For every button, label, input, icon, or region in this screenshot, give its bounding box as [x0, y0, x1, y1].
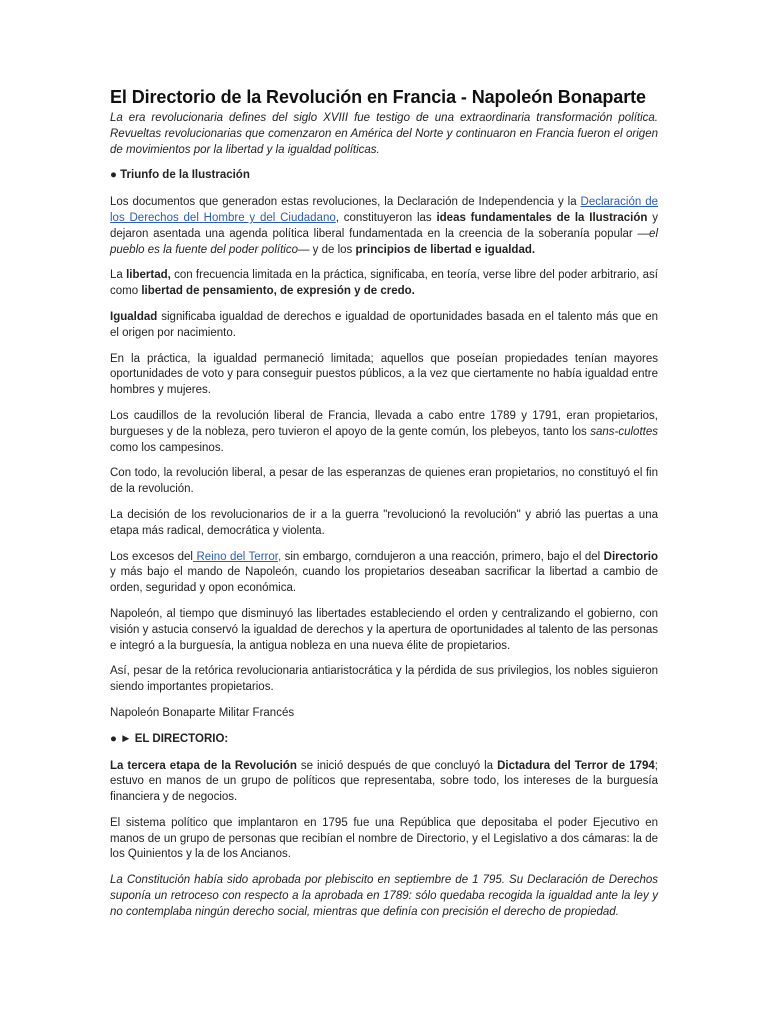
- document-page: [110, 86, 658, 931]
- text: y dejaron asentada una agenda política liberal fundamentada en la creencia de la soberanía popular —: [110, 211, 658, 240]
- text: sin embargo, corndujeron a una reacción, primero, bajo el del: [281, 550, 604, 563]
- paragraph-igualdad: [110, 310, 658, 342]
- paragraph-napoleon: Napoleón, al tiempo que disminuyó las libertades estableciendo el orden y centralizando el gobierno, con visión y astucia conservó la igualdad de derechos y la apertura de oportunidades al talento de las personas e integró a la burguesía, la antigua nobleza en una nueva élite de propietarios.: [110, 607, 658, 652]
- intro-paragraph: La era revolucionaria defines del siglo XVIII fue testigo de una extraordinaria transformación política. Revueltas revolucionarias que comenzaron en América del Norte y continuaron en Francia fueron el origen de movimientos por la libertad y la igualdad políticas.: [110, 112, 658, 156]
- section-heading-ilustracion: ● Triunfo de la Ilustración: [110, 169, 250, 182]
- bold-text: Igualdad: [110, 310, 158, 323]
- paragraph-sistema-politico: El sistema político que implantaron en 1795 fue una República que depositaba el poder Ejecutivo en manos de un grupo de personas que recibían el nombre de Directorio, y el Legislativo a dos cámaras: la de los Quinientos y la de los Ancianos.: [110, 816, 658, 861]
- paragraph-caudillos: [110, 409, 658, 456]
- paragraph-libertad: [110, 268, 658, 300]
- bold-text: ideas fundamentales de la Ilustración: [436, 211, 648, 224]
- paragraph-practica: En la práctica, la igualdad permaneció limitada; aquellos que poseían propiedades tenían mayores oportunidades de voto y para conseguir puestos públicos, a la vez que ciertamente no había igualdad entre hombres y mujeres.: [110, 352, 658, 397]
- paragraph-excesos: [110, 550, 658, 597]
- paragraph-nobles: Así, pesar de la retórica revolucionaria antiaristocrática y la pérdida de sus privilegios, los nobles siguieron siendo importantes propietarios.: [110, 665, 658, 694]
- link-reino-del-terror[interactable]: Reino del Terror,: [193, 550, 282, 563]
- link-declaracion-derechos[interactable]: Declaración de los Derechos del Hombre y del Ciudadano: [110, 196, 658, 224]
- text: se inició después de que concluyó la: [296, 759, 498, 772]
- bold-text: La tercera etapa de la Revolución: [110, 759, 297, 772]
- text: con frecuencia limitada en la práctica, significaba, en teoría, verse libre del poder arbitrario, así como: [110, 269, 658, 298]
- text: , constituyeron las: [335, 211, 437, 224]
- bold-text: libertad,: [126, 269, 171, 282]
- italic-text: sans-culottes: [590, 425, 658, 438]
- bold-text: Dictadura del Terror de 1794: [497, 759, 655, 772]
- text: significaba igualdad de derechos e igualdad de oportunidades basada en el talento más que en el origen por nacimiento.: [110, 310, 658, 339]
- text: Los excesos del: [110, 550, 193, 563]
- bold-text: Directorio: [603, 550, 658, 563]
- text: como los campesinos.: [110, 441, 224, 454]
- italic-text: el pueblo es la fuente del poder político: [110, 227, 658, 256]
- section-heading-directorio: ● ► EL DIRECTORIO:: [110, 732, 229, 745]
- text: y más bajo el mando de Napoleón, cuando los propietarios deseaban sacrificar la libertad a cambio de orden, seguridad y opon económica.: [110, 566, 658, 595]
- caption-napoleon: Napoleón Bonaparte Militar Francés: [110, 706, 295, 719]
- paragraph-tercera-etapa: [110, 759, 658, 806]
- bold-text: libertad de pensamiento, de expresión y de credo.: [141, 285, 415, 298]
- paragraph-con-todo: Con todo, la revolución liberal, a pesar de las esperanzas de quienes eran propietarios, no constituyó el fin de la revolución.: [110, 467, 658, 496]
- text: — y de los: [297, 243, 356, 256]
- text: Los documentos que generadon estas revoluciones, la Declaración de Independencia y la: [110, 196, 581, 209]
- paragraph-constitucion: La Constitución había sido aprobada por plebiscito en septiembre de 1 795. Su Declaración de Derechos suponía un retroceso con respecto a la aprobada en 1789: sólo quedaba recogida la igualdad ante la ley y no contemplaba ningún derecho social, mientras que definía con precisión el derecho de propiedad.: [110, 874, 658, 918]
- text: Los caudillos de la revolución liberal de Francia, llevada a cabo entre 1789 y 1791, eran propietarios, burgueses y de la nobleza, pero tuvieron el apoyo de la gente común, los plebeyos, tanto los: [110, 409, 658, 438]
- bold-text: principios de libertad e igualdad.: [355, 243, 536, 256]
- paragraph-documentos: [110, 195, 658, 258]
- text: ; estuvo en manos de un grupo de políticos que representaba, sobre todo, los intereses de la burguesía financiera y de negocios.: [110, 759, 658, 804]
- text: La: [110, 269, 127, 282]
- paragraph-decision: La decisión de los revolucionarios de ir a la guerra "revolucionó la revolución" y abrió las puertas a una etapa más radical, democrática y violenta.: [110, 508, 658, 537]
- page-title: El Directorio de la Revolución en Francia - Napoleón Bonaparte: [110, 87, 646, 107]
